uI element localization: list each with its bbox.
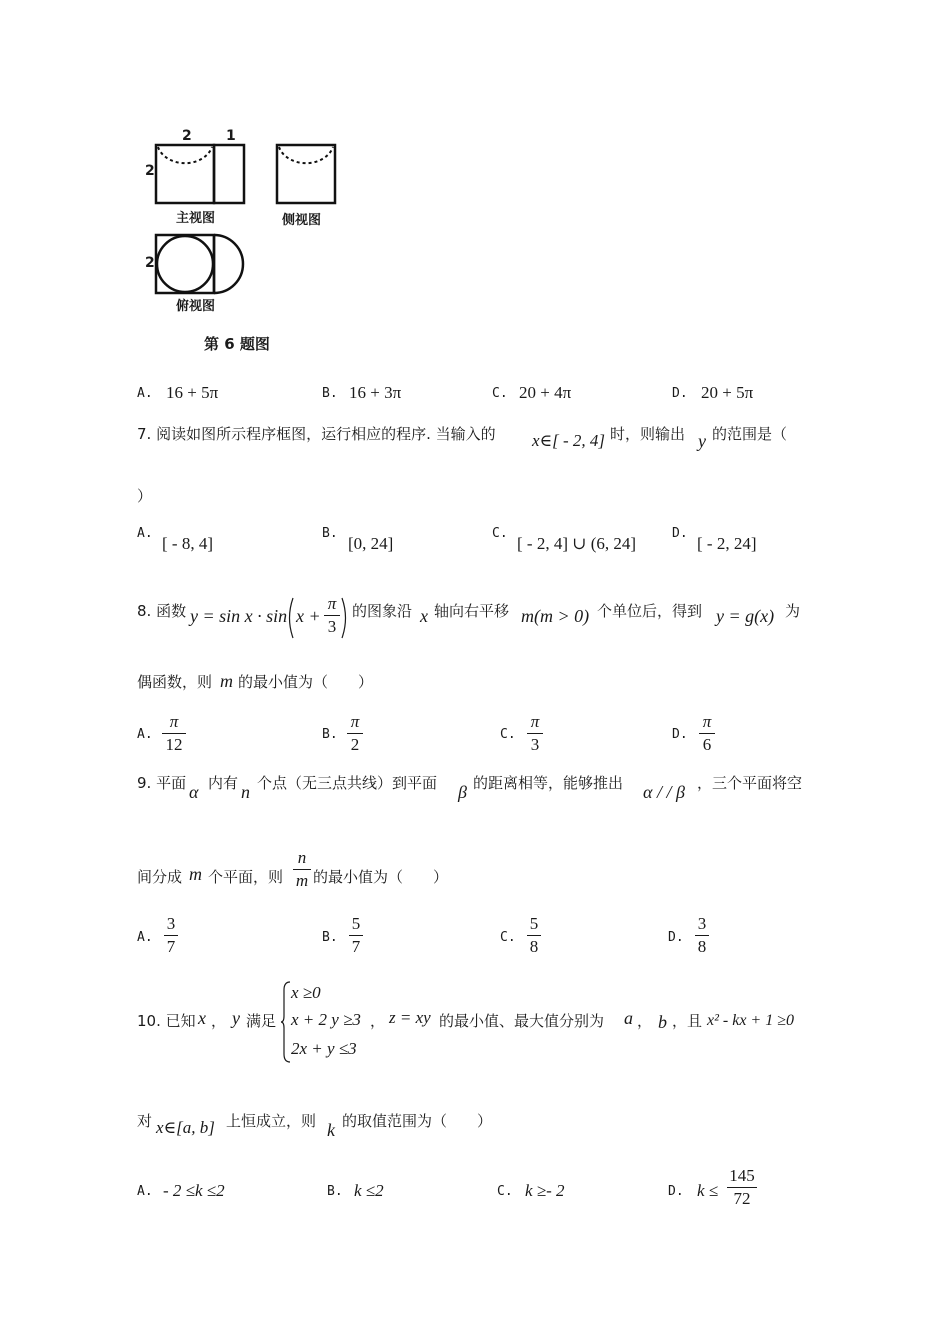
fraction-bar	[164, 935, 178, 936]
q10-option-d-num: 145	[729, 1166, 755, 1185]
q8-text-for: 为	[785, 602, 801, 620]
top-view-label: 俯视图	[176, 299, 216, 314]
q8-option-d-den: 6	[702, 735, 712, 754]
q8-line2-start: 偶函数，则	[137, 673, 213, 691]
q9-text5: ，三个平面将空	[697, 774, 803, 792]
q8-text-shift: 轴向右平移	[434, 602, 510, 620]
q9-beta: β	[458, 782, 467, 802]
q10-text1: 10. 已知	[137, 1012, 196, 1030]
dim-left-front: 2	[145, 163, 155, 179]
q10-system-brace	[281, 980, 291, 1064]
q6-option-b-letter: B.	[322, 386, 338, 401]
q9-text2: 内有	[208, 774, 239, 792]
q10-option-d-letter: D.	[668, 1184, 684, 1199]
q10-inequality: x² - kx + 1 ≥0	[707, 1012, 795, 1029]
q10-line2-start: 对	[137, 1112, 153, 1130]
q9-frac-den: m	[295, 871, 309, 890]
q10-option-b-letter: B.	[327, 1184, 343, 1199]
q7-var-y: y	[698, 431, 706, 451]
q8-option-d-fraction	[699, 712, 715, 755]
q7-option-c-letter: C.	[492, 526, 508, 541]
fraction-bar	[162, 733, 186, 734]
q8-func-x-plus: x +	[296, 606, 321, 626]
dim-left-top: 2	[145, 255, 155, 271]
q7-input-range: x∈[ - 2, 4]	[532, 431, 606, 450]
q10-b: b	[658, 1012, 667, 1032]
q10-option-a-value: - 2 ≤k ≤2	[163, 1181, 225, 1200]
q7-option-d-value: [ - 2, 24]	[697, 534, 757, 553]
fraction-bar	[324, 615, 340, 616]
q8-option-d-letter: D.	[672, 727, 688, 742]
q8-var-m: m	[220, 671, 233, 691]
q9-option-b-letter: B.	[322, 930, 338, 945]
q10-text2: 满足	[246, 1012, 277, 1030]
q9-option-b-num: 5	[351, 914, 361, 933]
q10-comma: ，	[211, 1012, 227, 1030]
q9-option-b-fraction	[349, 914, 363, 957]
q10-constraint-2: x + 2 y ≥3	[291, 1010, 361, 1029]
q6-option-c-letter: C.	[492, 386, 508, 401]
q9-text3: 个点（无三点共线）到平面	[257, 774, 438, 792]
q8-text-start: 8. 函数	[137, 602, 187, 620]
q9-n: n	[241, 782, 250, 802]
q10-k: k	[327, 1120, 335, 1140]
q10-y: y	[232, 1008, 240, 1028]
q8-var-x: x	[420, 606, 428, 626]
q9-option-c-fraction	[527, 914, 541, 957]
q9-frac-num: n	[297, 848, 307, 867]
q9-option-a-num: 3	[166, 914, 176, 933]
three-view-drawing	[140, 125, 340, 365]
q9-line2-end: 的最小值为（ ）	[313, 868, 449, 886]
q6-option-a-letter: A.	[137, 386, 153, 401]
q8-pi: π	[327, 594, 337, 613]
q9-option-d-den: 8	[697, 937, 707, 956]
q9-option-a-fraction	[164, 914, 178, 957]
q9-option-a-letter: A.	[137, 930, 153, 945]
q10-comma3: ，	[637, 1012, 653, 1030]
q6-option-d-letter: D.	[672, 386, 688, 401]
q9-option-d-num: 3	[697, 914, 707, 933]
q10-option-d-prefix: k ≤	[697, 1181, 719, 1200]
q10-option-c-value: k ≥- 2	[525, 1181, 565, 1200]
q9-option-a-den: 7	[166, 937, 176, 956]
q10-option-d-fraction	[727, 1166, 757, 1209]
q8-shift: m(m > 0)	[521, 606, 590, 626]
q10-constraint-3: 2x + y ≤3	[291, 1039, 357, 1058]
q9-option-d-letter: D.	[668, 930, 684, 945]
q10-line2-mid: 上恒成立，则	[226, 1112, 317, 1130]
q10-option-a-letter: A.	[137, 1184, 153, 1199]
q8-option-a-letter: A.	[137, 727, 153, 742]
q8-right-paren	[340, 596, 350, 640]
q9-m: m	[189, 864, 202, 884]
front-view-label: 主视图	[176, 211, 216, 226]
fraction-bar	[695, 935, 709, 936]
q9-option-c-num: 5	[529, 914, 539, 933]
q7-text-mid: 时，则输出	[610, 425, 686, 443]
dim-top-2: 2	[182, 128, 192, 144]
q9-parallel: α / / β	[643, 782, 685, 802]
q10-text3: 的最小值、最大值分别为	[439, 1012, 605, 1030]
q6-option-b-value: 16 + 3π	[349, 383, 402, 402]
q10-option-d-den: 72	[733, 1189, 751, 1208]
q8-result: y = g(x)	[716, 606, 775, 626]
q10-line2-end: 的取值范围为（ ）	[342, 1112, 493, 1130]
fraction-bar	[527, 733, 543, 734]
q9-n-over-m-fraction	[293, 848, 311, 891]
q8-option-b-num: π	[350, 712, 360, 731]
q6-option-a-value: 16 + 5π	[166, 383, 219, 402]
fraction-bar	[293, 869, 311, 870]
q10-comma2: ，	[370, 1012, 386, 1030]
q8-pi-over-3	[324, 594, 340, 637]
q7-option-d-letter: D.	[672, 526, 688, 541]
q10-domain: x∈[a, b]	[156, 1118, 215, 1137]
q10-text4: ，且	[672, 1012, 703, 1030]
q8-text-graph: 的图象沿	[352, 602, 413, 620]
q8-option-c-letter: C.	[500, 727, 516, 742]
q8-option-c-num: π	[530, 712, 540, 731]
q7-option-c-value: [ - 2, 4] ∪ (6, 24]	[517, 534, 637, 553]
q7-text-before: 7. 阅读如图所示程序框图，运行相应的程序. 当输入的	[137, 425, 496, 443]
q7-option-b-letter: B.	[322, 526, 338, 541]
q8-text-units: 个单位后，得到	[597, 602, 703, 620]
q9-line2-mid: 个平面，则	[208, 868, 284, 886]
q8-option-b-letter: B.	[322, 727, 338, 742]
q10-option-c-letter: C.	[497, 1184, 513, 1199]
q10-constraint-1: x ≥0	[291, 983, 321, 1002]
q8-left-paren	[285, 596, 295, 640]
fraction-bar	[527, 935, 541, 936]
q9-line2-start: 间分成	[137, 868, 183, 886]
q8-option-b-fraction	[347, 712, 363, 755]
fraction-bar	[727, 1187, 757, 1188]
fraction-bar	[347, 733, 363, 734]
side-view-label: 侧视图	[282, 213, 322, 228]
three-view-figure	[140, 125, 340, 365]
q10-z: z = xy	[389, 1008, 431, 1027]
q8-option-b-den: 2	[350, 735, 360, 754]
q10-x: x	[198, 1008, 206, 1028]
q8-option-a-fraction	[162, 712, 186, 755]
q9-text4: 的距离相等，能够推出	[473, 774, 624, 792]
q7-option-a-letter: A.	[137, 526, 153, 541]
q9-text1: 9. 平面	[137, 774, 187, 792]
q8-three: 3	[327, 617, 337, 636]
q6-option-d-value: 20 + 5π	[701, 383, 754, 402]
q7-option-b-value: [0, 24]	[348, 534, 394, 553]
q10-a: a	[624, 1008, 633, 1028]
q8-func-left: y = sin x · sin	[190, 606, 288, 626]
q9-option-b-den: 7	[351, 937, 361, 956]
dim-top-1: 1	[226, 128, 236, 144]
q8-option-a-den: 12	[165, 735, 183, 754]
q8-line2-end: 的最小值为（ ）	[238, 673, 374, 691]
q9-option-c-den: 8	[529, 937, 539, 956]
q9-option-c-letter: C.	[500, 930, 516, 945]
q9-option-d-fraction	[695, 914, 709, 957]
q7-text-after: 的范围是（	[712, 425, 788, 443]
q9-alpha: α	[189, 782, 199, 802]
q8-option-c-den: 3	[530, 735, 540, 754]
q7-option-a-value: [ - 8, 4]	[162, 534, 213, 553]
figure-caption: 第 6 题图	[204, 335, 270, 353]
q8-option-a-num: π	[169, 712, 179, 731]
fraction-bar	[699, 733, 715, 734]
q8-option-d-num: π	[702, 712, 712, 731]
fraction-bar	[349, 935, 363, 936]
q8-option-c-fraction	[527, 712, 543, 755]
q10-option-b-value: k ≤2	[354, 1181, 384, 1200]
q7-close: ）	[137, 487, 153, 505]
q6-option-c-value: 20 + 4π	[519, 383, 572, 402]
